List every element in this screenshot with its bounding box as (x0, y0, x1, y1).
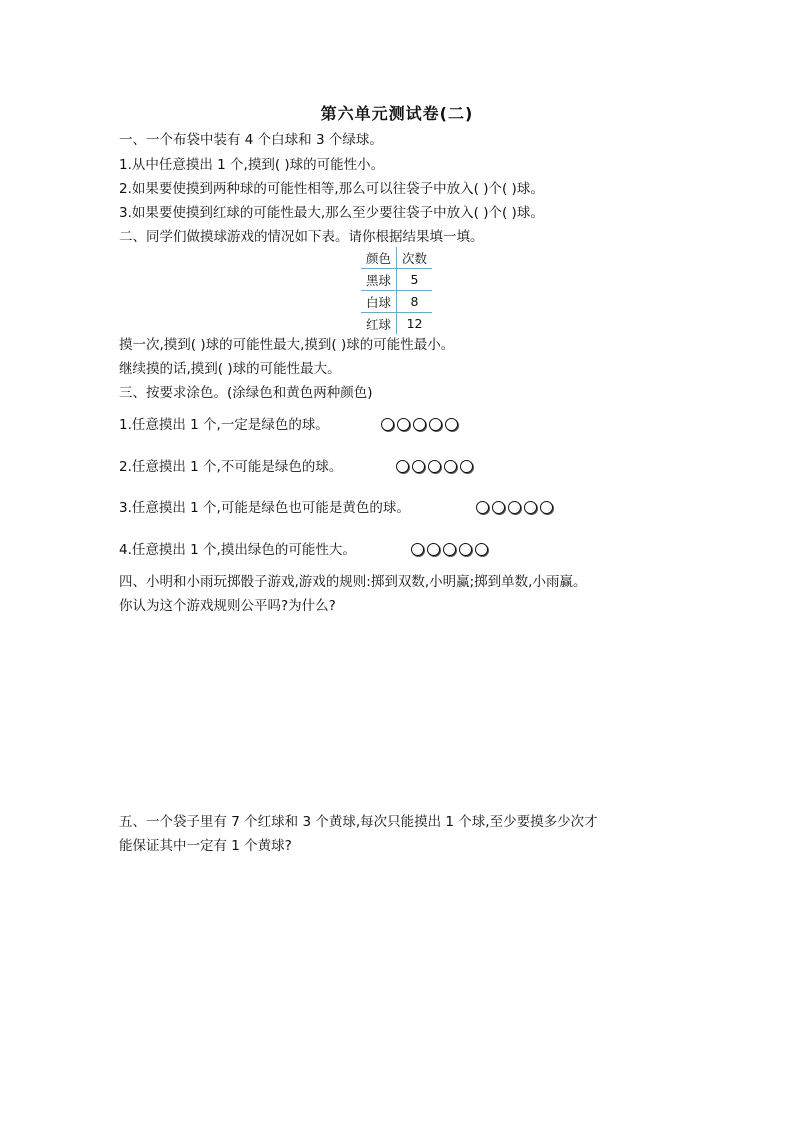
section1-question-1: 1.从中任意摸出 1 个,摸到( )球的可能性小。 (119, 157, 385, 173)
circle-to-color[interactable] (412, 460, 425, 473)
circle-to-color[interactable] (443, 543, 456, 556)
ball-row-2 (396, 459, 473, 473)
table-cell: 8 (410, 294, 419, 309)
section3-item-3-text: 3.任意摸出 1 个,可能是绿色也可能是黄色的球。 (119, 500, 410, 516)
circle-to-color[interactable] (459, 543, 472, 556)
circle-to-color[interactable] (444, 460, 457, 473)
section3-item-4-text: 4.任意摸出 1 个,摸出绿色的可能性大。 (119, 542, 356, 558)
circle-to-color[interactable] (475, 543, 488, 556)
table-header-cell: 颜色 (361, 247, 397, 269)
section3-heading: 三、按要求涂色。(涂绿色和黄色两种颜色) (119, 385, 373, 401)
circle-to-color[interactable] (524, 501, 537, 514)
circle-to-color[interactable] (508, 501, 521, 514)
section4-line-2: 你认为这个游戏规则公平吗?为什么? (119, 598, 336, 614)
circle-to-color[interactable] (411, 543, 424, 556)
circle-to-color[interactable] (476, 501, 489, 514)
table-row (361, 313, 432, 335)
section4-line-1: 四、小明和小雨玩掷骰子游戏,游戏的规则:掷到双数,小明赢;掷到单数,小雨赢。 (119, 574, 587, 590)
circle-to-color[interactable] (413, 418, 426, 431)
table-cell: 5 (410, 272, 419, 287)
table-header-cell: 次数 (402, 250, 428, 266)
section3-item-2-text: 2.任意摸出 1 个,不可能是绿色的球。 (119, 459, 343, 475)
ball-count-table (361, 247, 432, 334)
section1-question-2: 2.如果要使摸到两种球的可能性相等,那么可以往袋子中放入( )个( )球。 (119, 181, 544, 197)
section5-line-1: 五、一个袋子里有 7 个红球和 3 个黄球,每次只能摸出 1 个球,至少要摸多少次才 (119, 814, 598, 830)
table-cell: 黑球 (361, 269, 397, 291)
circle-to-color[interactable] (460, 460, 473, 473)
table-cell: 红球 (361, 313, 397, 335)
section2-line-1: 摸一次,摸到( )球的可能性最大,摸到( )球的可能性最小。 (119, 337, 455, 353)
table-cell: 12 (406, 316, 423, 331)
circle-to-color[interactable] (397, 418, 410, 431)
circle-to-color[interactable] (429, 418, 442, 431)
ball-row-4 (411, 542, 488, 556)
table-row (361, 291, 432, 313)
circle-to-color[interactable] (428, 460, 441, 473)
table-header-row (361, 247, 432, 269)
ball-row-1 (381, 417, 458, 431)
circle-to-color[interactable] (396, 460, 409, 473)
section2-line-2: 继续摸的话,摸到( )球的可能性最大。 (119, 361, 341, 377)
section1-question-3: 3.如果要使摸到红球的可能性最大,那么至少要往袋子中放入( )个( )球。 (119, 205, 544, 221)
section2-heading: 二、同学们做摸球游戏的情况如下表。请你根据结果填一填。 (119, 229, 484, 245)
section3-item-1-text: 1.任意摸出 1 个,一定是绿色的球。 (119, 417, 329, 433)
section1-heading: 一、一个布袋中装有 4 个白球和 3 个绿球。 (119, 132, 383, 148)
circle-to-color[interactable] (540, 501, 553, 514)
circle-to-color[interactable] (492, 501, 505, 514)
circle-to-color[interactable] (445, 418, 458, 431)
ball-row-3 (476, 500, 553, 514)
table-cell: 白球 (361, 291, 397, 313)
table-row (361, 269, 432, 291)
circle-to-color[interactable] (381, 418, 394, 431)
circle-to-color[interactable] (427, 543, 440, 556)
section5-line-2: 能保证其中一定有 1 个黄球? (119, 838, 292, 854)
page-title: 第六单元测试卷(二) (320, 104, 474, 123)
